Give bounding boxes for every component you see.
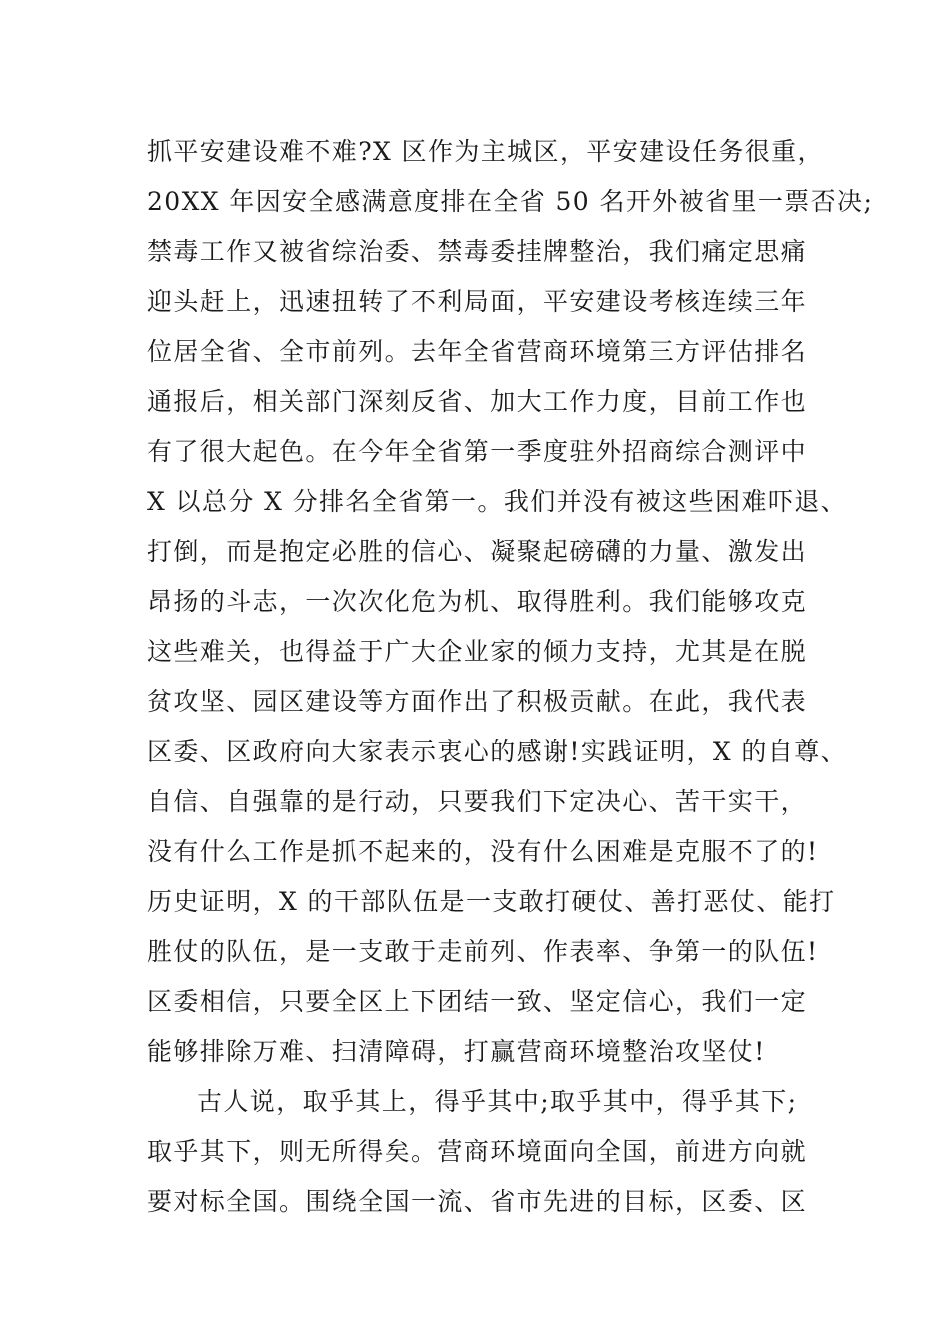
text-line: 抓平安建设难不难?X 区作为主城区，平安建设任务很重， xyxy=(147,137,824,166)
text-line: 昂扬的斗志，一次次化危为机、取得胜利。我们能够攻克 xyxy=(147,587,808,616)
text-line: 位居全省、全市前列。去年全省营商环境第三方评估排名 xyxy=(147,337,808,366)
text-line: 胜仗的队伍，是一支敢于走前列、作表率、争第一的队伍! xyxy=(147,937,819,966)
text-line: 没有什么工作是抓不起来的，没有什么困难是克服不了的! xyxy=(147,837,819,866)
text-line: 通报后，相关部门深刻反省、加大工作力度，目前工作也 xyxy=(147,387,808,416)
text-line: 历史证明，X 的干部队伍是一支敢打硬仗、善打恶仗、能打 xyxy=(147,887,836,916)
text-line: 要对标全国。围绕全国一流、省市先进的目标，区委、区 xyxy=(147,1187,808,1216)
text-line: 禁毒工作又被省综治委、禁毒委挂牌整治，我们痛定思痛 xyxy=(147,237,808,266)
text-line: 取乎其下，则无所得矣。营商环境面向全国，前进方向就 xyxy=(147,1137,808,1166)
text-line: 能够排除万难、扫清障碍，打赢营商环境整治攻坚仗! xyxy=(147,1037,766,1066)
text-line: 贫攻坚、园区建设等方面作出了积极贡献。在此，我代表 xyxy=(147,687,808,716)
text-line: 这些难关，也得益于广大企业家的倾力支持，尤其是在脱 xyxy=(147,637,808,666)
text-line: 迎头赶上，迅速扭转了不利局面，平安建设考核连续三年 xyxy=(147,287,808,316)
text-line: 有了很大起色。在今年全省第一季度驻外招商综合测评中 xyxy=(147,437,808,466)
text-line: 自信、自强靠的是行动，只要我们下定决心、苦干实干， xyxy=(147,787,808,816)
paragraph-start-line: 古人说，取乎其上，得乎其中;取乎其中，得乎其下; xyxy=(197,1087,798,1116)
text-line: 打倒，而是抱定必胜的信心、凝聚起磅礴的力量、激发出 xyxy=(147,537,808,566)
body-text xyxy=(147,127,874,1227)
text-line: 区委相信，只要全区上下团结一致、坚定信心，我们一定 xyxy=(147,987,808,1016)
text-line: 区委、区政府向大家表示衷心的感谢!实践证明，X 的自尊、 xyxy=(147,737,847,766)
text-line: 20XX 年因安全感满意度排在全省 50 名开外被省里一票否决; xyxy=(147,187,874,216)
text-line: X 以总分 X 分排名全省第一。我们并没有被这些困难吓退、 xyxy=(147,487,848,516)
